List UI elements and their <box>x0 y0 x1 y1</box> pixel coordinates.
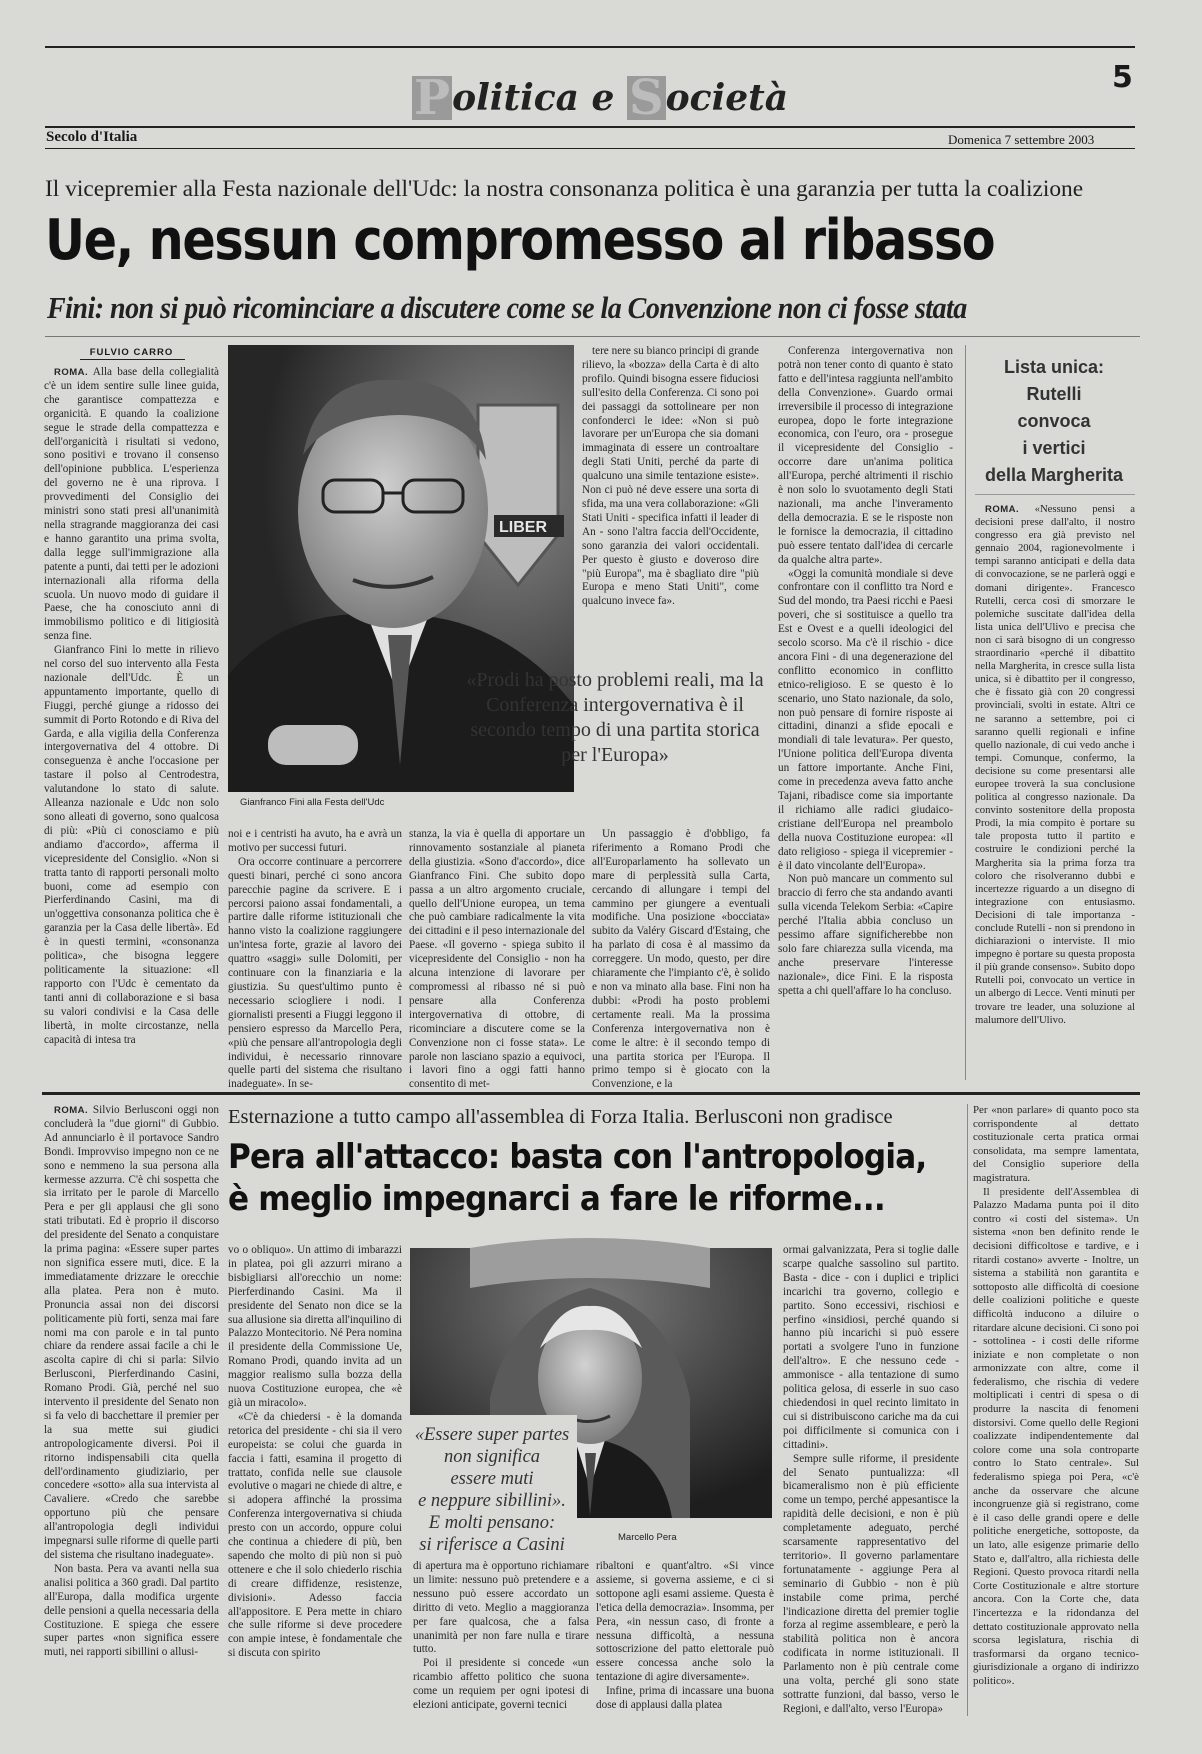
bottom-article-rule <box>42 1092 1140 1095</box>
lead-col5c-text: Non può mancare un commento sul braccio di ferro che sta andando avanti sulla vicenda Telekom Serbia: «Capire perché l'Italia abbia concluso un pessimo affare significherebbe non solo fare chiarezza sulla vicenda, ma anche preservare l'interesse nazionale», dice Fini. E la risposta spetta a chi quell'affare lo ha concluso. <box>778 873 953 997</box>
lead-col2-text: noi e i centristi ha avuto, ha e avrà un motivo per successi futuri. <box>228 828 402 854</box>
pull-quote-line4: e neppure sibillini». <box>418 1491 566 1511</box>
pera-photo-caption: Marcello Pera <box>618 1532 677 1543</box>
sidebar-headline-line1: Lista unica: <box>1003 357 1105 377</box>
section-title-cap-p: P <box>414 70 451 126</box>
lead-column-1 <box>44 366 219 1076</box>
sidebar-headline-line4: i vertici <box>1022 438 1086 458</box>
lead-pull-quote: «Prodi ha posto problemi reali, ma la Conferenza intergovernativa è il secondo tempo di una partita storica per l'Europa» <box>466 669 764 766</box>
bottom-col6-text: Per «non parlare» di quanto poco sta corrispondente al dettato costituzionale certa pratica ormai consolidata, ma sempre lamentata, del Consiglio superiore della magistratura. <box>973 1104 1139 1184</box>
lead-col5b-text: «Oggi la comunità mondiale si deve confrontare con il conflitto tra Nord e Sud del mondo, tra Paesi ricchi e Paesi poveri, che si sostituisce a quello tra Est e Ovest e a quelli ideologici del secolo scorso. Ma c'è il rischio - dice ancora Fini - di una degenerazione del conflitto economico in conflitto etnico-religioso. E se questo è lo scenario, uno Stato nazionale, da solo, non può pensare di fornire risposte ai cittadini, dinanzi a sfide epocali e mondiali di tale levatura». Per questo, l'Unione politica dell'Europa diventa un fattore importante. Anche Fini, come in precedenza aveva fatto anche Tajani, ribadisce come sia importante il richiamo alle radici giudaico-cristiane dell'Europa nel preambolo della nuova Costituzione europea: «Il dato religioso - spiega il vicepremier - è il dato vincolante dell'Europa». <box>778 567 953 872</box>
bottom-col1-text: Silvio Berlusconi oggi non concluderà la "due giorni" di Gubbio. Ad annunciarlo è il portavoce Sandro Bondi. Improvviso impegno non ce ne sono e nemmeno la sua persona alla kermesse azzurra. C'è chi sospetta che sia irritato per le parole di Marcello Pera e per gli applausi che gli sono stati tributati. Ed è proprio il discorso del presidente del Senato a conquistare la prima pagina: «Essere super partes non significa essere muti, dice. E la immediatamente drizzare le orecchie alla platea. Pera non è muto. Pronuncia assai non dei discorsi politicamente più forti, senza mai fare nomi ma con parole e in tal punto chiare da rendere assai facile a chi le ascolta capire di chi si parla: Silvio Berlusconi, Pierferdinando Casini, Romano Prodi. Già, perché nel suo intervento il presidente del Senato non si fa velo di bacchettare il premier per la sua mette sui giudici antropologicamente diversi. Poi il ritorno indispensabili cita quella dell'ordinamento giudiziario, per concedere «sotto» alla sua intervista al Cavaliere. «Credo che sarebbe opportuno più che pensare all'antropologia degli individui impegnarsi sulle riforme di quelle parti del sistema che risultano inadeguate». <box>44 1104 220 1561</box>
bottom-column-1 <box>44 1104 219 1716</box>
bottom-headline <box>228 1136 927 1220</box>
lead-byline: FULVIO CARRO <box>89 347 174 358</box>
sidebar-headline-line3: convoca <box>1017 411 1091 431</box>
bottom-dateline: ROMA. <box>54 1105 89 1116</box>
pull-quote-line1: «Essere super partes <box>414 1425 570 1445</box>
issue-date: Domenica 7 settembre 2003 <box>948 132 1095 147</box>
lead-column-3 <box>582 345 759 640</box>
lead-col1-text: Alla base della collegialità c'è un idem sentire sulle linee guida, che garantisce compattezza e organicità. E quando la coalizione segue le strade della compattezza e dell'organicità i risultati si vedono, sono positivi e trovano il consenso dell'opinione pubblica. L'esperienza del governo ne è una riprova. I provvedimenti del Consiglio dei ministri sono stati presi all'unanimità nella stragrande maggioranza dei casi e hanno garantito una prima svolta, dalla legge sull'immigrazione alla patente a punti, dai tetti per le adozioni internazionali alla riforma della scuola. Un nuovo modo di guidare il Paese, che ha conosciuto anni di immobilismo politico e di litigiosità senza fine. <box>44 366 219 643</box>
bottom-column-4 <box>596 1560 774 1716</box>
bottom-headline-line2: è meglio impegnarci a fare le riforme... <box>228 1179 885 1219</box>
lead-column-4 <box>592 828 770 1091</box>
sidebar-dateline: ROMA. <box>985 504 1020 515</box>
lead-col1b-text: Gianfranco Fini lo mette in rilievo nel corso del suo intervento alla Festa nazionale dell'Udc. È un appuntamento importante, quello di Fiuggi, perché giunge a ridosso dei summit di Porto Rotondo e di Riva del Garda, e alla vigilia della Conferenza intergovernativa del 4 ottobre. Di conseguenza è anche l'occasione per tastare il polso al Centrodestra, valutandone lo stato di salute. Alleanza nazionale e Udc non solo sono alleati di governo, sono qualcosa di più: «Più ci conosciamo e più andiamo d'accordo», afferma il vicepresidente del Consiglio. «Non si tratta tanto di rapporti personali molto buoni, come ad esempio con Pierferdinando Casini, ma di un'oggettiva consonanza politica che è garanzia per la Casa delle libertà». Ed è in questi termini, «consonanza politica», che bisogna leggere politicamente la situazione: «Il rapporto con l'Udc è cementato da tanti anni di collaborazione e si basa su valori condivisi e la Casa delle libertà, in molte circostanze, nella capacità di intesa tra <box>44 644 219 1046</box>
bottom-column-3 <box>413 1560 589 1716</box>
lead-headline: Ue, nessun compromesso al ribasso <box>45 208 995 273</box>
sidebar-headline-line5: della Margherita <box>984 465 1124 485</box>
page-number: 5 <box>1112 60 1133 95</box>
bottom-pull-quote <box>407 1424 577 1556</box>
lead-dateline: ROMA. <box>54 367 89 378</box>
pull-quote-line3: essere muti <box>450 1469 534 1489</box>
lead-col4b-text: Un passaggio è d'obbligo, fa riferimento a Romano Prodi che all'Europarlamento ha sollevato un mare di perplessità sulla Carta, cercando di allungare i tempi del cammino per giungere a eventuali modifiche. Una posizione «bocciata» subito da Valéry Giscard d'Estaing, che ha parlato di cosa è al massimo da correggere. Un modo, questo, per dire chiaramente che l'impianto c'è, è solido e non va minato alla base. Fini non ha dubbi: «Prodi ha posto problemi certamente reali. Ma la prossima Conferenza intergovernativa non è come le altre: è il secondo tempo di una partita storica per l'Europa. Il primo tempo si è giocato con la Convenzione, e la <box>592 828 770 1091</box>
lead-col3-text: tere nere su bianco principi di grande rilievo, la «bozza» della Carta è di alto profilo. Quindi bisogna essere fiduciosi sull'esito della Conferenza. Ci sono poi dei passaggi da sottolineare per non confonderci le idee: «Non si può lavorare per un'Europa che sia domani immaginata di essere un controaltare degli Stati Uniti, perché da parte di qualcuno una simile tentazione esiste». Non ci può né deve essere una sorta di sfida, ma una vera collaborazione: «Gli Stati Uniti - specifica infatti il leader di An - sono l'altra faccia dell'Occidente, sono garanzia dei valori occidentali. Per questo è giusto e doveroso dire "più Europa", ma è sbagliato dire "più Europa e meno Stati Uniti", come qualcuno invece fa». <box>582 345 759 608</box>
lead-kicker: Il vicepremier alla Festa nazionale dell'Udc: la nostra consonanza politica è una garanzia per tutta la coalizione <box>45 176 1084 202</box>
bottom-col5b-text: Sempre sulle riforme, il presidente del Senato puntualizza: «Il bicameralismo non è più efficiente come un tempo, perché appesantisce la rapidità delle decisioni, e non è più completamente adeguato, perché scarsamente rappresentativo del territorio». Il governo parlamentare fortunatamente - aggiunge Pera al seminario di Gubbio - non è più instabile come prima, perché l'indicazione diretta del premier toglie forza al regime assembleare, e però la stabilità politica non è ancora codificata in norme istituzionali. Il Parlamento non è più centrale come una volta, perché gli sono state sottratte funzioni, dal basso, verso le Regioni, e dall'alto, verso l'Europa» <box>783 1452 959 1715</box>
fini-photo-caption: Gianfranco Fini alla Festa dell'Udc <box>240 797 385 808</box>
sidebar-divider <box>965 345 966 1080</box>
section-title-cap-s: S <box>628 70 664 126</box>
bottom-col3b-text: di apertura ma è opportuno richiamare un limite: nessuno può pretendere e a nessuno può essere accordato un diritto di veto. Meglio a maggioranza per fare qualcosa, che a falsa unanimità per non fare nulla e tirare tutto. <box>413 1560 589 1656</box>
sidebar-head-rule <box>975 494 1135 495</box>
bottom-col1b-text: Non basta. Pera va avanti nella sua analisi politica a 360 gradi. Dal partito all'Europa, dalla modifica urgente delle pensioni a quella necessaria della Costituzione. E spiega che essere super partes «non significa essere muti, nei rapporti sibillini o allusi- <box>44 1562 219 1659</box>
pull-quote-line2: non significa <box>443 1447 541 1467</box>
sidebar-body-text: «Nessuno pensi a decisioni prese dall'alto, il nostro congresso era già previsto nel gennaio 2004, ragionevolmente i tempi saranno anticipati e della data di convocazione, se ne parlerà oggi e domani dirigente». Francesco Rutelli, cerca così di smorzare le polemiche suscitate dall'idea della lista unica dell'Ulivo e precisa che non ci sarà bisogno di un congresso straordinario «perché il dibattito nella Margherita, in cresce sulla lista unica, si è dibattito per il congresso, che è fissato già con 20 congressi provinciali, svolti in estate. Altri ce ne saranno a settembre, poi ci saranno quelli regionali e infine quello nazionale, di cui vedo anche i tempi. Comunque, confermo, la decisione su come presentarsi alle europee troverà la sua conclusione politica al congresso nazionale. Da convinto sostenitore della proposta Prodi, la mia compito è portare su tale proposta tutto il partito e costruire le condizioni perché la Margherita sia la prima forza tra coloro che risolveranno dubbi e incertezze riguardo a un disegno di integrazione con entusiasmo. Decisioni di tale importanza - conclude Rutelli - non si prendono in dichiarazioni o interviste. Il mio impegno è portare su questa proposta il più grande consenso». Subito dopo Rutelli poi, convocato un vertice in un albergo di Lecce. Venti minuti per trovare tre leader, una soluzione al malumore dell'Ulivo. <box>975 503 1135 1026</box>
byline-rule <box>80 359 185 360</box>
masthead-bottom-rule <box>45 148 1135 149</box>
bottom-col3c-text: Poi il presidente si concede «un ricambio affetto politico che suona come un requiem per ogni ipotesi di elezioni anticipate, governi tecnici <box>413 1657 589 1712</box>
newspaper-name: Secolo d'Italia <box>46 129 138 145</box>
lead-col3b-text: stanza, la via è quella di apportare un rinnovamento sostanziale al pianeta della giustizia. «Sono d'accordo», dice Gianfranco Fini. Che subito dopo passa a un altro argomento cruciale, quello dell'Unione europea, un tema che può cambiare radicalmente la vita dei cittadini e il peso internazionale del Paese. «Il governo - spiega subito il vicepresidente del Consiglio - non ha alcuna intenzione di lavorare per compromessi al ribasso né si può pensare alla Conferenza intergovernativa di ottobre, di ricominciare a discutere come se la Convenzione non ci fosse stata». Le parole non lasciano spazio a equivoci, i lavori fino a oggi fatti hanno consentito di met- <box>409 828 585 1091</box>
section-title-part1: olitica e <box>452 77 627 119</box>
lead-column-3b <box>409 828 585 1091</box>
sidebar-column <box>975 503 1135 1075</box>
bottom-column-2 <box>228 1244 402 1716</box>
bottom-col4b-text: ribaltoni e quant'altro. «Si vince assieme, si governa assieme, e ci si sottopone agli esami assieme. Questa è l'etica della democrazia». Insomma, per Pera, «in nessun caso, di fronte a nessuna difficoltà, a nessuna sottoscrizione del patto elettorale può essere concessa anche solo la tentazione di agire diversamente». <box>596 1560 774 1684</box>
lead-column-2 <box>228 828 402 1091</box>
pull-quote-line5: E molti pensano: <box>428 1513 556 1533</box>
bottom-col2b-text: «C'è da chiedersi - è la domanda retorica del presidente - chi sia il vero europeista: se colui che guarda in faccia i fatti, esamina il progetto di trattato, confida nelle sue clausole evolutive o magari ne chiede di altre, e si adopera affinché la prossima Conferenza intergovernativa si chiuda presto con un accordo, oppure colui che continua a chiedere di più, ben sapendo che molto di più non si può ottenere e che il solo chiederlo rischia di creare diffidenze, resistenze, divisioni». Adesso faccia all'appositore. E Pera mette in chiaro che sulle riforme si deve procedere con ampie intese, è fondamentale che si discuta con spirito <box>228 1410 402 1660</box>
section-title-part2: ocietà <box>665 77 789 119</box>
top-rule <box>45 46 1135 48</box>
bottom-col2-text: vo o obliquo». Un attimo di imbarazzi in platea, poi gli azzurri mirano a bisbigliarsi all'orecchio un nome: Pierferdinando Casini. Ma il presidente del Senato non dice se la sua allusione sia diretta all'inquilino di Palazzo Montecitorio. Né Pera nomina il presidente della Commissione Ue, Romano Prodi, quando invita ad un maggior realismo sulla bozza della nuova Costituzione europea, che «è già un miracolo». <box>228 1244 402 1409</box>
sidebar-headline <box>968 354 1140 489</box>
bottom-kicker: Esternazione a tutto campo all'assemblea di Forza Italia. Berlusconi non gradisce <box>228 1106 893 1128</box>
lead-col5-text: Conferenza intergovernativa non potrà non tener conto di quanto è stato fatto e dell'intesa raggiunta nell'ambito della Convenzione». Guardo ormai irreversibile il processo di integrazione europea, dopo le forte integrazione economica, con l'euro, ora - prosegue il vicepresidente del Consiglio - occorre dare un'anima politica all'Europa, perché altrimenti il rischio è non solo lo svuotamento degli Stati nazionali, ma anche l'inveramento della democrazia. E se le risposte non le fornisce la democrazia, il cittadino può essere tentato dall'idea di cercarle da qualche altra parte». <box>778 345 953 566</box>
bottom-col6b-text: Il presidente dell'Assemblea di Palazzo Madama punta poi il dito contro «i costi del sistema». Un sistema «non ben definito rende le decisioni difficoltose e tardive, e i ritardi costano» avverte - Inoltre, un sistema a stabilità non garantita e sottoposto alle difficoltà di coesione delle coalizioni politiche e queste difficoltà inducono a diluire o ritardare alcune decisioni. Ci sono poi - sottolinea - i costi delle riforme iniziate e non completate o non armonizzate con altre, come il federalismo, che rischia di vedere moltiplicati i centri di spesa o di produrre la nascita di fenomeni distorsivi. Come quello delle Regioni coalizzate indipendentemente dal colore come una sola controparte contro lo Stato centrale». Sul federalismo spiega poi Pera, «c'è anche da osservare che alcune incongruenze già si registrano, come è il caso delle grandi opere e delle politiche energetiche, sottoposte, da un lato, alle esigenze primarie dello Stato e, dall'altro, alla richiesta delle Regioni. Questo provoca ritardi nella Corte Costituzionale e altre storture ancora. Con la Corte che, data l'incertezza e la ridondanza del dettato costituzionale approvato nella scorsa legislatura, rischia di trasformarsi da organo tecnico-giurisdizionale a organo di indirizzo politico». <box>973 1185 1139 1687</box>
pull-quote-line6: si riferisce a Casini <box>419 1535 565 1555</box>
bottom-col5-text: ormai galvanizzata, Pera si toglie dalle scarpe qualche sassolino sul partito. Basta - dice - con i duplici e triplici incarichi tra governo, collegio e partito. Sono eccessivi, rischiosi e perfino «insidiosi, perché quando si hanno più incarichi si può essere portati a svolgere l'uno in funzione dell'altro». E che nessuno cede - ammonisce - alla tentazione di sumo politica gelosa, di esserle in suo caso chiedendosi in quel recinto limitato in cui si distribuiscono cariche ma da cui poi difficilmente si comunica con i cittadini». <box>783 1244 959 1451</box>
lead-head-rule <box>45 336 1140 337</box>
bottom-column-6 <box>973 1104 1139 1716</box>
lead-subheadline: Fini: non si può ricominciare a discutere come se la Convenzione non ci fosse stata <box>47 290 967 325</box>
masthead-rule <box>45 126 1135 128</box>
lead-column-5 <box>778 345 953 1075</box>
bottom-headline-line1: Pera all'attacco: basta con l'antropologia, <box>228 1137 927 1177</box>
section-title <box>412 70 789 126</box>
bottom-col4c-text: Infine, prima di incassare una buona dose di applausi dalla platea <box>596 1685 774 1712</box>
bottom-right-divider <box>967 1104 968 1716</box>
photo-sign-text: LIBER <box>499 519 547 536</box>
bottom-column-5 <box>783 1244 959 1716</box>
lead-col2b-text: Ora occorre continuare a percorrere questi binari, perché ci sono ancora parecchie pagine da scrivere. E i percorsi paiono assai fondamentali, a partire dalle riforme istituzionali che hanno visto la coalizione raggiungere un'intesa forte, grazie al lavoro dei quattro «saggi» sulle Dolomiti, per continuare con la finanziaria e la giustizia. Su quest'ultimo punto è necessario sciogliere i nodi. I giornalisti presenti a Fiuggi leggono il pensiero espresso da Marcello Pera, «più che pensare all'antropologia degli individui, è necessario rinnovare quelle parti del sistema che risultano inadeguate». In se- <box>228 855 402 1091</box>
sidebar-headline-line2: Rutelli <box>1026 384 1082 404</box>
